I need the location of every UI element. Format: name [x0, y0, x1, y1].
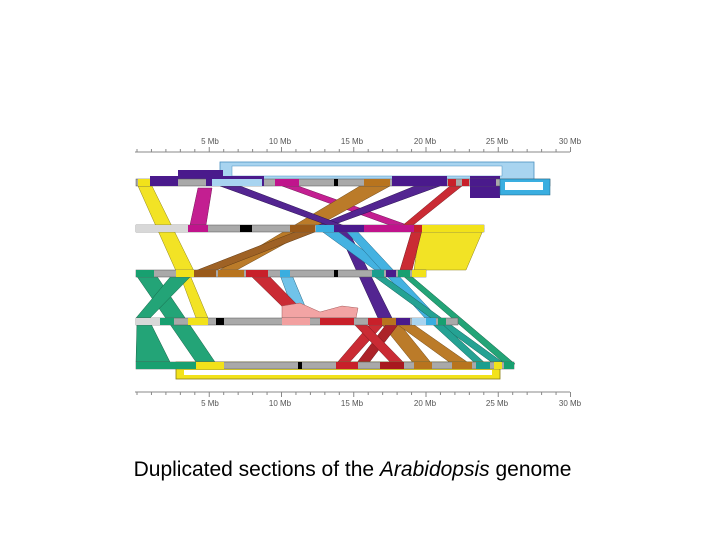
- top-tick-label: 20 Mb: [413, 137, 437, 146]
- bottom-tick-label: 25 Mb: [485, 399, 509, 408]
- bottom-tick-label: 10 Mb: [268, 399, 292, 408]
- link-pink-4: [282, 303, 358, 318]
- top-tick-label: 30 Mb: [558, 137, 582, 146]
- caption-species: Arabidopsis: [379, 458, 490, 481]
- loop-inner: [184, 370, 492, 375]
- top-tick-label: 15 Mb: [340, 137, 364, 146]
- bottom-tick-label: 15 Mb: [340, 399, 364, 408]
- caption-text-before: Duplicated sections of the: [133, 458, 380, 481]
- bottom-tick-label: 20 Mb: [413, 399, 437, 408]
- link-brown-2-3: [195, 230, 320, 271]
- chromosome-5: [136, 362, 514, 379]
- link-magenta-1-2: [190, 188, 212, 225]
- figure-caption: [0, 458, 705, 482]
- chromosome-4: [136, 318, 458, 325]
- top-tick-label: 5 Mb: [201, 137, 219, 146]
- bottom-tick-label: 5 Mb: [201, 399, 219, 408]
- caption-text-after: genome: [489, 458, 572, 481]
- loop-inner: [232, 166, 502, 176]
- link-green-4-5: [136, 322, 170, 362]
- top-tick-label: 25 Mb: [485, 137, 509, 146]
- chromosome-2: [136, 225, 484, 232]
- chromosome-3: [136, 270, 426, 277]
- link-yellow-2-3: [414, 228, 484, 270]
- bottom-tick-label: 30 Mb: [558, 399, 582, 408]
- top-axis: [135, 137, 582, 152]
- bottom-axis: [135, 392, 582, 408]
- top-tick-label: 10 Mb: [268, 137, 292, 146]
